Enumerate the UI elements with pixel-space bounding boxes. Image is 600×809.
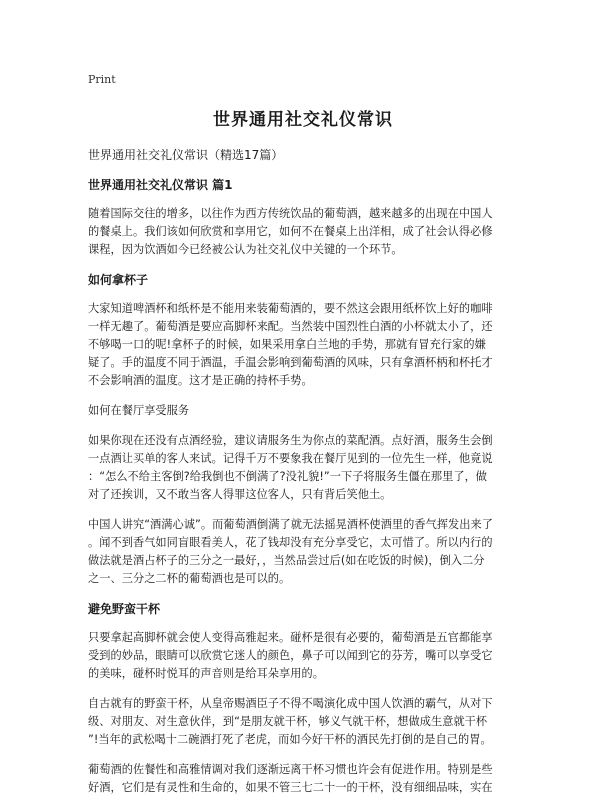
section-heading-toast: 避免野蛮干杯 — [88, 602, 161, 616]
section-heading-restaurant: 如何在餐厅享受服务 — [88, 404, 190, 417]
text-line: 疑了。手的温度不同于酒温，手温会影响到葡萄酒的风味，只有拿酒杯柄和杯托才 — [88, 356, 493, 369]
print-link[interactable]: Print — [88, 73, 116, 86]
text-line: 随着国际交往的增多，以往作为西方传统饮品的葡萄酒，越来越多的出现在中国人 — [88, 207, 493, 220]
text-line: ”!当年的武松喝十二碗酒打死了老虎，而如今好干杯的酒民先打倒的是自己的胃。 — [88, 733, 492, 746]
text-line: ：“怎么不给主客倒?给我倒也不倒满了?没礼貌!”一下子将服务生僵在那里了，做 — [88, 470, 488, 483]
document-page — [88, 68, 518, 809]
text-line: 只要拿起高脚杯就会使人变得高雅起来。碰杯是很有必要的，葡萄酒是五官都能享 — [88, 631, 493, 644]
paragraph-hold-glass — [88, 300, 518, 390]
text-line: 做法就是酒占杯子的三分之一最好，，当然品尝过后(如在吃饭的时候)，倒入二分 — [88, 554, 485, 567]
text-line: 的餐桌上。我们该如何欣赏和享用它，如何不在餐桌上出洋相，成了社会认得必修 — [88, 225, 493, 238]
text-line: 的美味，碰杯时悦耳的声音则是给耳朵享用的。 — [88, 667, 324, 680]
text-line: 好酒，它们是有灵性和生命的，如果不管三七二十一的干杯，没有细细品味，实在 — [88, 781, 493, 794]
paragraph-toast-3 — [88, 761, 518, 797]
text-line: 如果你现在还没有点酒经验，建议请服务生为你点的菜配酒。点好酒，服务生会倒 — [88, 434, 493, 447]
text-line: 一点酒让买单的客人来试。记得千万不要象我在餐厅见到的一位先生一样，他竟说 — [88, 452, 493, 465]
paragraph-restaurant-2 — [88, 516, 518, 588]
text-line: 课程，因为饮酒如今已经被公认为社交礼仪中关键的一个环节。 — [88, 243, 403, 256]
text-line: 对了还挨训，又不敢当客人得罪这位客人，只有背后笑他土。 — [88, 488, 392, 501]
page-title: 世界通用社交礼仪常识 — [213, 110, 393, 130]
intro-paragraph — [88, 205, 518, 259]
article-heading: 世界通用社交礼仪常识 篇1 — [88, 178, 233, 192]
document-subtitle: 世界通用社交礼仪常识（精选17篇） — [88, 148, 284, 162]
text-line: 级、对朋友、对生意伙伴，到“是朋友就干杯，够义气就干杯，想做成生意就干杯 — [88, 715, 488, 728]
text-line: 一样无趣了。葡萄酒是要应高脚杯来配。当然装中国烈性白酒的小杯就太小了，还 — [88, 320, 493, 333]
text-line: 不够喝一口的呢!拿杯子的时候，如果采用拿白兰地的手势，那就有冒充行家的嫌 — [88, 338, 486, 351]
text-line: 自古就有的野蛮干杯，从皇帝赐酒臣子不得不喝演化成中国人饮酒的霸气，从对下 — [88, 697, 493, 710]
text-line: 不会影响酒的温度。这才是正确的持杯手势。 — [88, 374, 313, 387]
paragraph-toast-1 — [88, 629, 518, 683]
text-line: 受到的妙品，眼睛可以欣赏它迷人的颜色，鼻子可以闻到它的芬芳，嘴可以享受它 — [88, 649, 493, 662]
text-line: 。闻不到香气如同盲眼看美人，花了钱却没有充分享受它，太可惜了。所以内行的 — [88, 536, 493, 549]
paragraph-restaurant-1 — [88, 432, 518, 504]
paragraph-toast-2 — [88, 695, 518, 749]
text-line: 之一、三分之二杯的葡萄酒也是可以的。 — [88, 572, 291, 585]
section-heading-hold-glass: 如何拿杯子 — [88, 273, 149, 287]
text-line: 大家知道啤酒杯和纸杯是不能用来装葡萄酒的，要不然这会跟用纸杯饮上好的咖啡 — [88, 302, 493, 315]
text-line: 葡萄酒的佐餐性和高雅情调对我们逐渐远离干杯习惯也许会有促进作用。特别是些 — [88, 763, 493, 776]
text-line: 中国人讲究“酒满心诚”。而葡萄酒倒满了就无法摇晃酒杯使酒里的香气挥发出来了 — [88, 518, 494, 531]
